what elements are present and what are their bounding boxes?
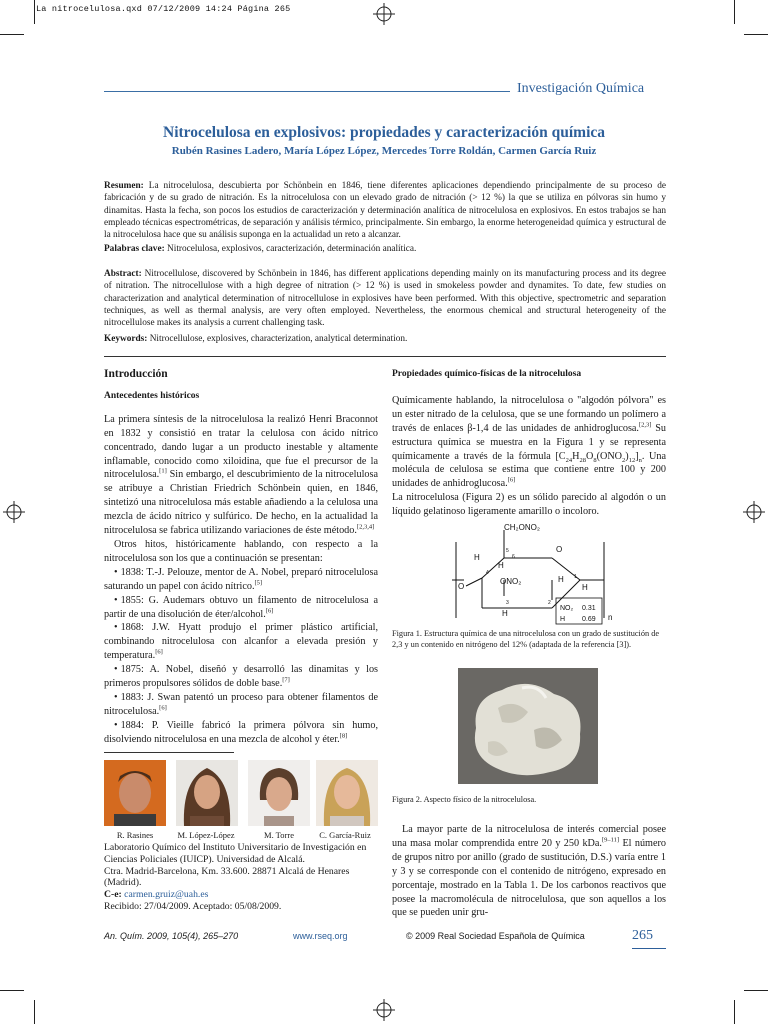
body-rule xyxy=(104,356,666,357)
keywords-paragraph xyxy=(104,333,666,345)
author-photo xyxy=(176,760,238,826)
affiliation-dates: Recibido: 27/04/2009. Aceptado: 05/08/2009. xyxy=(104,900,282,912)
svg-text:0.31: 0.31 xyxy=(582,605,596,612)
resumen-label: Resumen: xyxy=(104,181,144,191)
figure-1-structure xyxy=(452,522,622,626)
affiliation xyxy=(104,842,378,913)
keywords-text: Nitrocellulose, explosives, characterization, analytical determination. xyxy=(149,334,408,344)
registration-mark-bottom xyxy=(373,999,395,1021)
author-caption: C. García-Ruiz xyxy=(319,830,371,840)
registration-mark-top xyxy=(373,3,395,25)
page-number: 265 xyxy=(632,928,653,943)
svg-text:H: H xyxy=(582,583,588,592)
footer-url[interactable]: www.rseq.org xyxy=(293,931,348,941)
affiliation-institution: Laboratorio Químico del Instituto Universitario de Investigación en Ciencias Policiales (IUICP). Universidad de Alcalá. xyxy=(104,842,367,865)
structure-no2: NO₂ xyxy=(560,605,574,612)
figure-2-photo xyxy=(458,668,598,784)
author-photo xyxy=(316,760,378,826)
author-photos xyxy=(104,760,378,828)
author-photo xyxy=(248,760,310,826)
palabras-clave-paragraph xyxy=(104,243,666,255)
structure-o-ring: O xyxy=(556,545,563,554)
intro-paragraph-1: La primera síntesis de la nitrocelulosa la realizó Henri Braconnot en 1832 y consistió en tratar la celulosa con ácido nítrico concentrado, dando lugar a un producto inestable y altamente inflamable, conocido como xiloidina, que fue el precursor de la nitrocelulosa.[1] Sin embargo, el descubrimiento de la nitrocelulosa se atribuye a Christian Friedrich Schönbein quien, en 1846, sintetizó una nitrocelulosa más estable añadiendo a la celulosa una mezcla de ácido nítrico y sulfúrico. De hecho, en la actualidad la nitrocelulosa se fabrica utilizando variaciones de éste método.[2,3,4] xyxy=(104,413,378,537)
footer-citation: An. Quím. 2009, 105(4), 265–270 xyxy=(104,931,239,941)
history-item: • 1868: J.W. Hyatt produjo el primer plástico artificial, combinando nitrocelulosa con alcanfor a elevada presión y temperatura.[6] xyxy=(104,621,378,663)
structure-n: n xyxy=(608,613,613,622)
author-photo xyxy=(104,760,166,826)
history-item: • 1855: G. Audemars obtuvo un filamento de nitrocelulosa a partir de una disolución de éter/alcohol.[6] xyxy=(104,594,378,622)
author-caption: M. López-López xyxy=(177,830,235,840)
email-link[interactable]: carmen.gruiz@uah.es xyxy=(124,889,209,901)
right-column xyxy=(392,368,666,519)
author-caption: M. Torre xyxy=(264,830,294,840)
svg-text:3: 3 xyxy=(506,600,509,606)
keywords-label: Keywords: xyxy=(104,334,148,344)
abstract-paragraph xyxy=(104,268,666,329)
structure-ono2: ONO₂ xyxy=(500,577,522,586)
left-column xyxy=(104,368,378,747)
structure-o-left: O xyxy=(458,582,465,591)
abstract-text: Nitrocellulose, discovered by Schönbein in 1846, has different applications depending mainly on its manufacturing process and its degree of nitration. The nitrocellulose with a high degree of nitration (> 12 %) is used in smokeless powder and dynamites. To date, few studies on characterization and analytical determination of nitrocellulose in explosives have been performed. With this objective, spectrometric and separation techniques, as well as thermal analysis, are very often employed. Nevertheless, the enormous chemical and structural heterogeneity of the nitrocellulose makes its analysis a current challenging task. xyxy=(104,269,667,329)
abstract-label: Abstract: xyxy=(104,269,142,279)
propiedades-paragraph-3: La mayor parte de la nitrocelulosa de interés comercial posee una masa molar comprendida entre 20 y 250 kDa.[9–11] El número de grupos nitro por anillo (grado de sustitución, D.S.) varía entre 1 y 3 y se corresponde con el contenido de nitrógeno, expresado en porcentaje, mostrado en la Tabla 1. De los carbonos reactivos que posee la macromolécula de nitrocelulosa, que son aquellos a los que se pueden unir gru- xyxy=(392,824,666,919)
page-number-rule xyxy=(632,948,666,949)
affiliation-address: Ctra. Madrid-Barcelona, Km. 33.600. 28871 Alcalá de Henares (Madrid). xyxy=(104,865,350,889)
svg-text:H: H xyxy=(558,575,564,584)
registration-mark-left xyxy=(3,501,25,523)
svg-text:H: H xyxy=(498,561,504,570)
author-separator xyxy=(104,752,234,753)
palabras-clave-label: Palabras clave: xyxy=(104,244,165,254)
svg-text:0.69: 0.69 xyxy=(582,616,596,623)
svg-text:1: 1 xyxy=(574,574,577,580)
intro-paragraph-2: Otros hitos, históricamente hablando, con respecto a la nitrocelulosa son los que a continuación se presentan: xyxy=(104,538,378,564)
footer-copyright: © 2009 Real Sociedad Española de Química xyxy=(406,931,585,941)
history-item: • 1875: A. Nobel, diseñó y desarrolló las dinamitas y los primeros propulsores sólidos de doble base.[7] xyxy=(104,663,378,691)
palabras-clave-text: Nitrocelulosa, explosivos, caracterización, determinación analítica. xyxy=(167,244,417,254)
svg-text:6: 6 xyxy=(512,554,515,560)
affiliation-email-line: C-e: carmen.gruiz@uah.es xyxy=(104,889,209,901)
propiedades-heading: Propiedades químico-físicas de la nitrocelulosa xyxy=(392,369,582,379)
history-item: • 1883: J. Swan patentó un proceso para obtener filamentos de nitrocelulosa.[6] xyxy=(104,691,378,719)
right-column-continued xyxy=(392,823,666,920)
figure-2-caption: Figura 2. Aspecto físico de la nitrocelulosa. xyxy=(392,795,537,804)
section-rule xyxy=(104,91,510,92)
history-list xyxy=(104,566,378,747)
history-item: • 1838: T.-J. Pelouze, mentor de A. Nobel, preparó nitrocelulosa saturando un papel con ácido nítrico.[5] xyxy=(104,566,378,594)
svg-text:H: H xyxy=(474,553,480,562)
article-title: Nitrocelulosa en explosivos: propiedades y caracterización química xyxy=(163,124,605,141)
print-slug: La nitrocelulosa.qxd 07/12/2009 14:24 Página 265 xyxy=(36,4,291,14)
history-item: • 1884: P. Vieille fabricó la primera pólvora sin humo, disolviendo nitrocelulosa en una mezcla de alcohol y éter.[8] xyxy=(104,719,378,747)
propiedades-paragraph-1: Químicamente hablando, la nitrocelulosa o "algodón pólvora" es un ester nitrado de la celulosa, que se une formando un polímero a través de enlaces β-1,4 de las unidades de anhidroglucosa.[2,3] Su estructura química se muestra en la Figura 1 y se representa químicamente a través de la fórmula $[C_{24}H_{28}O_8(ONO_2)_{12}]_n$. Una molécula de celulosa se estima que contiene entre 100 y 200 unidades de anhidroglucosa.[6] xyxy=(392,394,666,490)
author-caption: R. Rasines xyxy=(116,830,154,840)
structure-ch2ono2: CH₂ONO₂ xyxy=(504,523,540,532)
svg-text:5: 5 xyxy=(506,548,509,554)
propiedades-paragraph-2: La nitrocelulosa (Figura 2) es un sólido parecido al algodón o un líquido gelatinoso ligeramente amarillo o incoloro. xyxy=(392,492,666,518)
svg-text:H: H xyxy=(560,616,566,623)
svg-text:2: 2 xyxy=(548,600,551,606)
article-authors: Rubén Rasines Ladero, María López López, Mercedes Torre Roldán, Carmen García Ruiz xyxy=(171,145,597,157)
registration-mark-right xyxy=(743,501,765,523)
antecedentes-subheading: Antecedentes históricos xyxy=(104,390,200,401)
figure-1-caption: Figura 1. Estructura química de una nitrocelulosa con un grado de sustitución de 2,3 y un contenido en nitrógeno del 12% (adaptada de la referencia [3]). xyxy=(392,629,660,649)
svg-text:4: 4 xyxy=(486,570,489,576)
introduccion-heading: Introducción xyxy=(104,368,168,380)
section-name: Investigación Química xyxy=(517,81,645,96)
svg-text:H: H xyxy=(502,609,508,618)
resumen-text: La nitrocelulosa, descubierta por Schönbein en 1846, tiene diferentes aplicaciones dependiendo principalmente de su proceso de fabricación y de su grado de nitración. Es la nitrocelulosa con un elevado grado de nitración (> 12 %) la que se utiliza en pólvoras sin humo y dinamitas. Hasta la fecha, son pocos los estudios de caracterización y determinación analítica de nitrocelulosa en explosivos. En estos trabajos se han empleado técnicas espectrométricas, de separación y análisis térmico, principalmente. Sin embargo, la enorme heterogeneidad química y estructural de la nitrocelulosa hace que su análisis suponga en la actualidad un reto a alcanzar. xyxy=(104,181,666,241)
resumen-paragraph xyxy=(104,180,666,241)
